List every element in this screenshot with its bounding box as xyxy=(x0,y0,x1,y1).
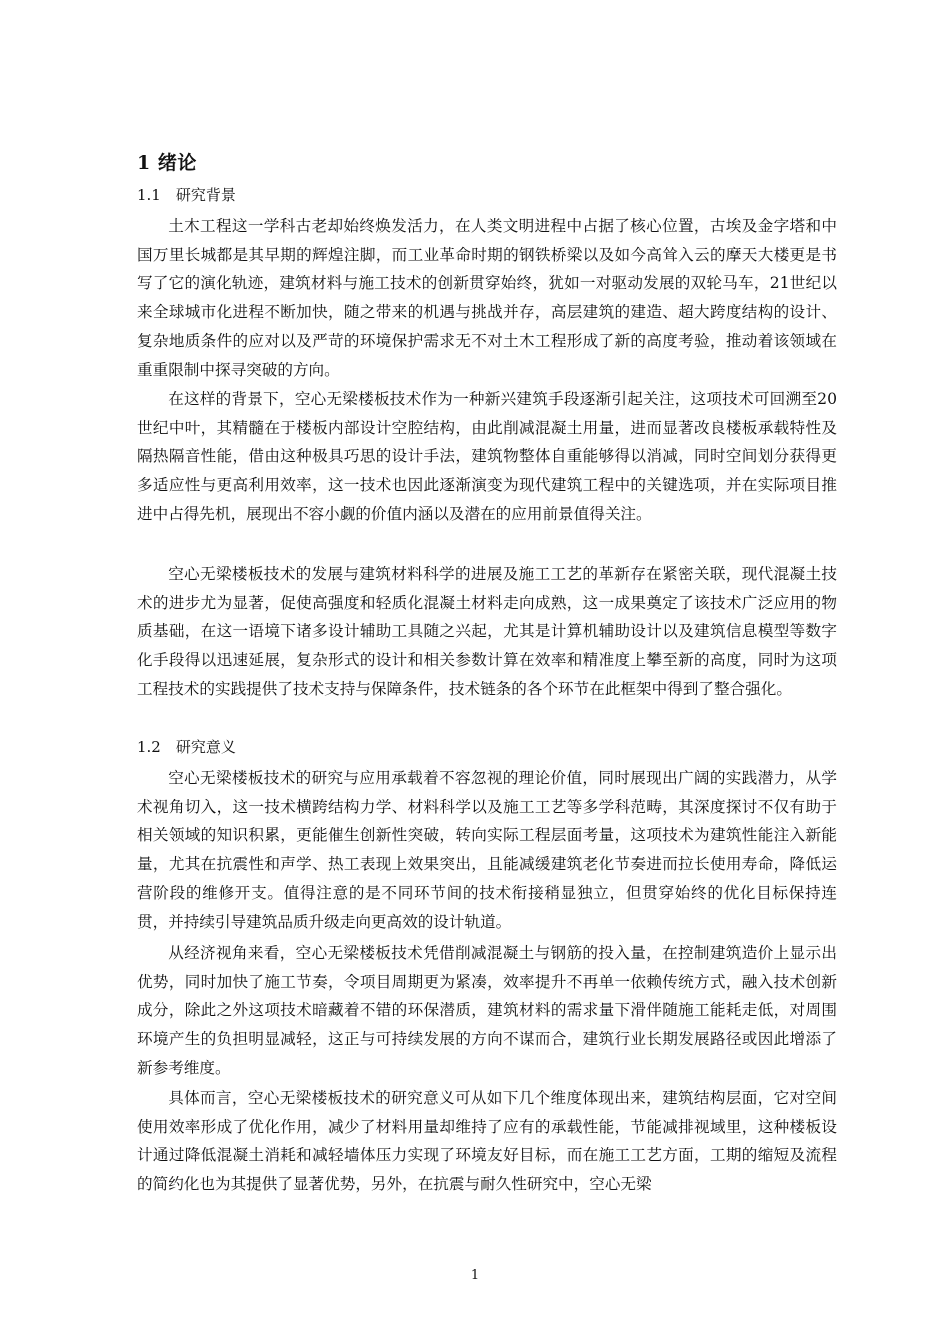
section-title-background: 1.1 研究背景 xyxy=(137,186,236,204)
paragraph: 在这样的背景下，空心无梁楼板技术作为一种新兴建筑手段逐渐引起关注，这项技术可回溯至20世纪中叶，其精髓在于楼板内部设计空腔结构，由此削减混凝土用量，进而显著改良楼板承载特性及隔热隔音性能，借由这种极具巧思的设计手法，建筑物整体自重能够得以消减，同时空间划分获得更多适应性与更高利用效率，这一技术也因此逐渐演变为现代建筑工程中的关键选项，并在实际项目推进中占得先机，展现出不容小觑的价值内涵以及潜在的应用前景值得关注。 xyxy=(137,390,837,523)
section-title-significance: 1.2 研究意义 xyxy=(137,738,236,756)
paragraph: 空心无梁楼板技术的发展与建筑材料科学的进展及施工工艺的革新存在紧密关联，现代混凝土技术的进步尤为显著，促使高强度和轻质化混凝土材料走向成熟，这一成果奠定了该技术广泛应用的物质基础，在这一语境下诸多设计辅助工具随之兴起，尤其是计算机辅助设计以及建筑信息模型等数字化手段得以迅速延展，复杂形式的设计和相关参数计算在效率和精准度上攀至新的高度，同时为这项工程技术的实践提供了技术支持与保障条件，技术链条的各个环节在此框架中得到了整合强化。 xyxy=(137,565,837,698)
paragraph: 具体而言，空心无梁楼板技术的研究意义可从如下几个维度体现出来，建筑结构层面，它对空间使用效率形成了优化作用，减少了材料用量却维持了应有的承载性能，节能减排视域里，这种楼板设计通过降低混凝土消耗和减轻墙体压力实现了环境友好目标，而在施工工艺方面，工期的缩短及流程的简约化也为其提供了显著优势，另外，在抗震与耐久性研究中，空心无梁 xyxy=(137,1089,837,1194)
paragraph: 土木工程这一学科古老却始终焕发活力，在人类文明进程中占据了核心位置，古埃及金字塔和中国万里长城都是其早期的辉煌注脚，而工业革命时期的钢铁桥梁以及如今高耸入云的摩天大楼更是书写了它的演化轨迹，建筑材料与施工技术的创新贯穿始终，犹如一对驱动发展的双轮马车，21世纪以来全球城市化进程不断加快，随之带来的机遇与挑战并存，高层建筑的建造、超大跨度结构的设计、复杂地质条件的应对以及严苛的环境保护需求无不对土木工程形成了新的高度考验，推动着该领域在重重限制中探寻突破的方向。 xyxy=(137,217,837,379)
paragraph: 从经济视角来看，空心无梁楼板技术凭借削减混凝土与钢筋的投入量，在控制建筑造价上显示出优势，同时加快了施工节奏，令项目周期更为紧凑，效率提升不再单一依赖传统方式，融入技术创新成分，除此之外这项技术暗藏着不错的环保潜质，建筑材料的需求量下滑伴随施工能耗走低，对周围环境产生的负担明显减轻，这正与可持续发展的方向不谋而合，建筑行业长期发展路径或因此增添了新参考维度。 xyxy=(137,944,837,1077)
page-number: 1 xyxy=(470,1268,480,1283)
paragraph: 空心无梁楼板技术的研究与应用承载着不容忽视的理论价值，同时展现出广阔的实践潜力，从学术视角切入，这一技术横跨结构力学、材料科学以及施工工艺等多学科范畴，其深度探讨不仅有助于相关领域的知识积累，更能催生创新性突破，转向实际工程层面考量，这项技术为建筑性能注入新能量，尤其在抗震性和声学、热工表现上效果突出，且能减缓建筑老化节奏进而拉长使用寿命，降低运营阶段的维修开支。值得注意的是不同环节间的技术衔接稍显独立，但贯穿始终的优化目标保持连贯，并持续引导建筑品质升级走向更高效的设计轨道。 xyxy=(137,769,837,931)
chapter-title: 1 绪论 xyxy=(137,152,197,174)
